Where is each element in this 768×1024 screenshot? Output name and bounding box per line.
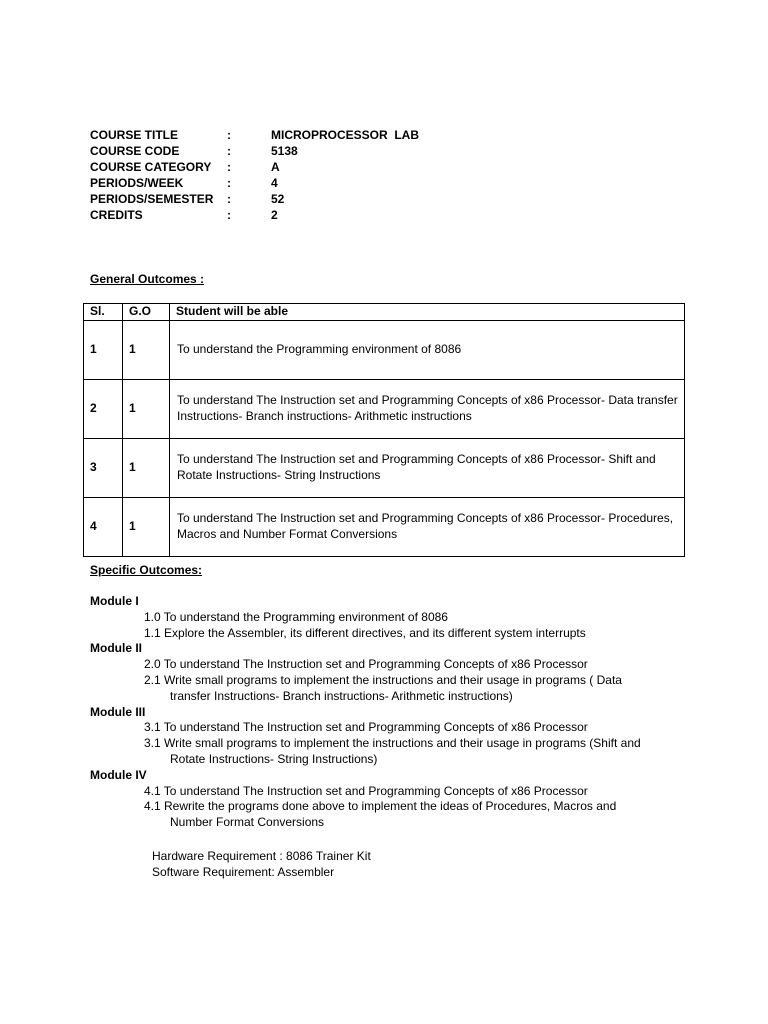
- cell-sl: 1: [84, 321, 123, 380]
- course-info-table: [90, 128, 419, 224]
- info-value: 4: [271, 176, 278, 190]
- cell-go: 1: [123, 439, 170, 498]
- cell-outcome: To understand The Instruction set and Programming Concepts of x86 Processor- Procedures, Macros and Number Format Conversions: [170, 498, 685, 557]
- outcome-line: 3.1 To understand The Instruction set and Programming Concepts of x86 Processor: [144, 720, 588, 735]
- info-colon: :: [227, 128, 231, 142]
- cell-sl: 4: [84, 498, 123, 557]
- outcome-line-continued: Number Format Conversions: [170, 815, 325, 830]
- specific-outcomes-list: [90, 594, 690, 831]
- info-colon: :: [227, 160, 231, 174]
- info-value: A: [271, 160, 280, 174]
- info-row: [90, 192, 419, 208]
- info-colon: :: [227, 192, 231, 206]
- outcome-item: [144, 610, 690, 626]
- cell-sl: 2: [84, 380, 123, 439]
- outcome-line: 4.1 To understand The Instruction set and Programming Concepts of x86 Processor: [144, 783, 588, 798]
- outcome-line: 4.1 Rewrite the programs done above to implement the ideas of Procedures, Macros and: [144, 799, 617, 814]
- info-key: CREDITS: [90, 208, 143, 222]
- cell-outcome: To understand The Instruction set and Programming Concepts of x86 Processor- Data transfer Instructions- Branch instructions- Arithmetic instructions: [170, 380, 685, 439]
- module-title: Module IV: [90, 767, 147, 782]
- cell-outcome: To understand The Instruction set and Programming Concepts of x86 Processor- Shift and Rotate Instructions- String Instructions: [170, 439, 685, 498]
- outcome-item: [144, 720, 690, 736]
- outcome-line-continued: Rotate Instructions- String Instructions): [170, 751, 378, 766]
- software-requirement: Software Requirement: Assembler: [152, 865, 335, 879]
- cell-go: 1: [123, 321, 170, 380]
- info-value: 52: [271, 192, 285, 206]
- table-header-row: [84, 304, 685, 321]
- info-value: 2: [271, 208, 278, 222]
- module-title: Module II: [90, 641, 142, 656]
- general-outcomes-heading: General Outcomes :: [90, 272, 205, 286]
- column-header-go: G.O: [123, 304, 170, 321]
- column-header-sl: Sl.: [84, 304, 123, 321]
- column-header-student-will-be-able: Student will be able: [170, 304, 685, 321]
- info-colon: :: [227, 176, 231, 190]
- info-value: MICROPROCESSOR LAB: [271, 128, 420, 142]
- outcome-item: [144, 673, 690, 705]
- cell-outcome: To understand the Programming environment of 8086: [170, 321, 685, 380]
- info-row: [90, 128, 419, 144]
- outcome-item: [144, 736, 690, 768]
- info-value: 5138: [271, 144, 298, 158]
- outcome-item: [144, 657, 690, 673]
- table-row: [84, 498, 685, 557]
- module-title: Module III: [90, 704, 146, 719]
- outcome-line-continued: transfer Instructions- Branch instructions- Arithmetic instructions): [170, 688, 513, 703]
- outcome-line: 3.1 Write small programs to implement the instructions and their usage in programs (Shift and: [144, 736, 641, 751]
- info-colon: :: [227, 208, 231, 222]
- info-row: [90, 176, 419, 192]
- cell-go: 1: [123, 380, 170, 439]
- general-outcomes-table: [83, 303, 685, 557]
- info-row: [90, 144, 419, 160]
- info-key: PERIODS/SEMESTER: [90, 192, 214, 206]
- hardware-requirement: Hardware Requirement : 8086 Trainer Kit: [152, 849, 371, 863]
- outcome-item: [144, 799, 690, 831]
- info-colon: :: [227, 144, 231, 158]
- info-row: [90, 208, 419, 224]
- cell-go: 1: [123, 498, 170, 557]
- specific-outcomes-heading: Specific Outcomes:: [90, 563, 203, 577]
- info-key: COURSE CATEGORY: [90, 160, 212, 174]
- cell-sl: 3: [84, 439, 123, 498]
- table-row: [84, 321, 685, 380]
- outcome-line: 1.1 Explore the Assembler, its different directives, and its different system interrupts: [144, 625, 586, 640]
- outcome-line: 1.0 To understand the Programming environment of 8086: [144, 609, 448, 624]
- info-key: COURSE TITLE: [90, 128, 179, 142]
- info-row: [90, 160, 419, 176]
- table-row: [84, 380, 685, 439]
- outcome-item: [144, 784, 690, 800]
- outcome-line: 2.1 Write small programs to implement the instructions and their usage in programs ( Data: [144, 672, 622, 687]
- module-title: Module I: [90, 594, 139, 608]
- outcome-item: [144, 626, 690, 642]
- info-key: COURSE CODE: [90, 144, 180, 158]
- table-row: [84, 439, 685, 498]
- outcome-line: 2.0 To understand The Instruction set and Programming Concepts of x86 Processor: [144, 657, 588, 672]
- info-key: PERIODS/WEEK: [90, 176, 184, 190]
